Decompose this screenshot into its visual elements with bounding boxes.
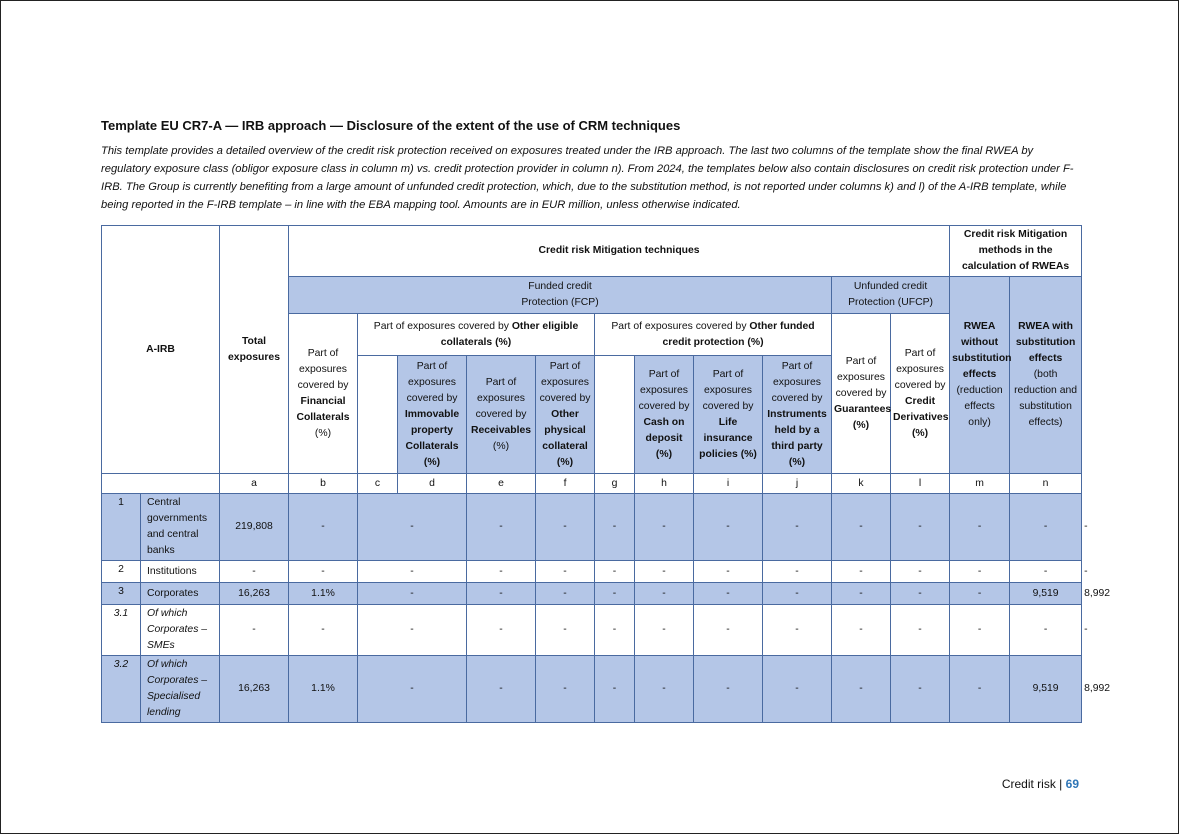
row-value: - xyxy=(832,494,891,561)
header-col-e: Part of exposures covered by Receivables (%) xyxy=(467,356,536,474)
row-value: - xyxy=(358,561,467,583)
row-value: - xyxy=(694,605,763,656)
row-value: - xyxy=(595,656,635,723)
row-value: - xyxy=(635,605,694,656)
row-value: - xyxy=(467,583,536,605)
footer-separator: | xyxy=(1059,777,1063,791)
row-value: - xyxy=(595,561,635,583)
row-value: 9,519 xyxy=(1010,583,1082,605)
row-value: - xyxy=(467,605,536,656)
row-label: Central governments and central banks xyxy=(141,494,220,561)
row-id: 3.2 xyxy=(102,656,141,723)
row-value: - xyxy=(891,656,950,723)
row-value: 219,808 xyxy=(220,494,289,561)
intro-paragraph: This template provides a detailed overview of the credit risk protection received on exposures treated under the IRB approach. The last two columns of the template show the final RWEA by regulatory exposure class (obligor exposure class in column m) vs. credit protection provider in column n). From 2024, the templates below also contain disclosures on credit risk protection under F-IRB. The Group is currently benefiting from a large amount of unfunded credit protection, which, due to the substitution method, is not reported under columns k) and l) of the A-IRB template, while being reported in the F-IRB template – in line with the EBA mapping tool. Amounts are in EUR million, unless otherwise indicated. xyxy=(101,145,1074,211)
table-row: 3 Corporates 16,263 1.1% - - - - - - - - - - 9,519 8,992 xyxy=(102,583,1082,605)
row-value: - xyxy=(595,494,635,561)
letter-cell: f xyxy=(536,474,595,494)
row-value: - xyxy=(536,605,595,656)
row-value: - xyxy=(763,656,832,723)
row-value: - xyxy=(289,494,358,561)
row-value: - xyxy=(950,656,1010,723)
row-value: - xyxy=(467,656,536,723)
row-id: 3 xyxy=(102,583,141,605)
header-ufcp: Unfunded credit Protection (UFCP) xyxy=(832,277,950,314)
column-letters-row xyxy=(102,474,1082,494)
header-rwea-without: RWEA without substitution effects (reduction effects only) xyxy=(950,277,1010,474)
row-value: - xyxy=(950,561,1010,583)
row-value: - xyxy=(595,605,635,656)
row-value: - xyxy=(1010,494,1082,561)
row-label: Corporates xyxy=(141,583,220,605)
letter-blank xyxy=(102,474,220,494)
letter-cell: g xyxy=(595,474,635,494)
row-value: - xyxy=(358,656,467,723)
header-col-i: Part of exposures covered by Life insurance policies (%) xyxy=(694,356,763,474)
row-value: - xyxy=(536,494,595,561)
footer-section: Credit risk xyxy=(1001,777,1056,791)
row-value: - xyxy=(950,494,1010,561)
row-value: - xyxy=(891,583,950,605)
header-col-b: Part of exposures covered by Financial Collaterals (%) xyxy=(289,314,358,474)
row-value: - xyxy=(832,583,891,605)
row-value: - xyxy=(694,656,763,723)
header-col-f: Part of exposures covered by Other physical collateral (%) xyxy=(536,356,595,474)
row-value: - xyxy=(763,494,832,561)
header-col-k: Part of exposures covered by Guarantees (%) xyxy=(832,314,891,474)
header-airb: A-IRB xyxy=(102,226,220,474)
header-col-l: Part of exposures covered by Credit Derivatives (%) xyxy=(891,314,950,474)
row-value: - xyxy=(1010,561,1082,583)
header-rwea-with: RWEA with substitution effects (both reduction and substitution effects) xyxy=(1010,277,1082,474)
letter-cell: n xyxy=(1010,474,1082,494)
letter-cell: i xyxy=(694,474,763,494)
header-col-g-spacer xyxy=(595,356,635,474)
letter-cell: j xyxy=(763,474,832,494)
header-col-c-spacer xyxy=(358,356,398,474)
row-value: - xyxy=(694,494,763,561)
row-value: - xyxy=(220,605,289,656)
row-value: - xyxy=(891,561,950,583)
letter-cell: d xyxy=(398,474,467,494)
row-value: - xyxy=(358,583,467,605)
row-value: - xyxy=(1010,605,1082,656)
row-value: - xyxy=(694,583,763,605)
row-value: - xyxy=(635,561,694,583)
row-value: 1.1% xyxy=(289,656,358,723)
table-row: 3.2 Of which Corporates – Specialised lending 16,263 1.1% - - - - - - - - - - 9,519 8,992 xyxy=(102,656,1082,723)
page-footer xyxy=(1002,777,1079,791)
letter-cell: l xyxy=(891,474,950,494)
row-value: - xyxy=(763,605,832,656)
row-value: - xyxy=(950,605,1010,656)
header-fcp: Funded credit Protection (FCP) xyxy=(289,277,832,314)
row-value: - xyxy=(358,605,467,656)
row-value: - xyxy=(635,494,694,561)
row-value: - xyxy=(832,605,891,656)
row-value: - xyxy=(891,605,950,656)
row-value: 1.1% xyxy=(289,583,358,605)
row-value: - xyxy=(950,583,1010,605)
row-value: - xyxy=(635,583,694,605)
header-col-j: Part of exposures covered by Instruments held by a third party (%) xyxy=(763,356,832,474)
row-value: - xyxy=(220,561,289,583)
row-value: - xyxy=(536,656,595,723)
letter-cell: k xyxy=(832,474,891,494)
row-value: - xyxy=(289,561,358,583)
header-crm-methods: Credit risk Mitigation methods in the calculation of RWEAs xyxy=(950,226,1082,277)
table-row: 2 Institutions - - - - - - - - - - - - - - xyxy=(102,561,1082,583)
row-value: - xyxy=(891,494,950,561)
row-value: - xyxy=(694,561,763,583)
row-value: 16,263 xyxy=(220,583,289,605)
row-value: - xyxy=(467,561,536,583)
letter-cell: m xyxy=(950,474,1010,494)
row-label: Institutions xyxy=(141,561,220,583)
row-value: - xyxy=(763,583,832,605)
row-value: - xyxy=(467,494,536,561)
header-crm-techniques: Credit risk Mitigation techniques xyxy=(289,226,950,277)
row-value: - xyxy=(289,605,358,656)
table-row: 1 Central governments and central banks 219,808 - - - - - - - - - - - - - xyxy=(102,494,1082,561)
row-value: - xyxy=(832,656,891,723)
row-id: 1 xyxy=(102,494,141,561)
letter-cell: c xyxy=(358,474,398,494)
row-value: - xyxy=(536,561,595,583)
crm-table xyxy=(101,225,1111,723)
row-label: Of which Corporates – Specialised lending xyxy=(141,656,220,723)
header-col-h: Part of exposures covered by Cash on deposit (%) xyxy=(635,356,694,474)
letter-cell: h xyxy=(635,474,694,494)
header-col-c: Part of exposures covered by Other eligible collaterals (%) xyxy=(358,314,595,356)
template-title: Template EU CR7-A — IRB approach — Disclosure of the extent of the use of CRM techniques xyxy=(101,118,681,133)
letter-cell: b xyxy=(289,474,358,494)
row-value: - xyxy=(358,494,467,561)
row-id: 3.1 xyxy=(102,605,141,656)
row-id: 2 xyxy=(102,561,141,583)
row-value: - xyxy=(635,656,694,723)
table-row: 3.1 Of which Corporates – SMEs - - - - - - - - - - - - - - xyxy=(102,605,1082,656)
row-value: - xyxy=(536,583,595,605)
letter-cell: e xyxy=(467,474,536,494)
letter-cell: a xyxy=(220,474,289,494)
row-label: Of which Corporates – SMEs xyxy=(141,605,220,656)
header-total-exposures: Total exposures xyxy=(220,226,289,474)
row-value: - xyxy=(832,561,891,583)
row-value: 16,263 xyxy=(220,656,289,723)
header-col-g: Part of exposures covered by Other funded credit protection (%) xyxy=(595,314,832,356)
row-value: 9,519 xyxy=(1010,656,1082,723)
header-col-d: Part of exposures covered by Immovable property Collaterals (%) xyxy=(398,356,467,474)
row-value: - xyxy=(595,583,635,605)
page-number: 69 xyxy=(1065,777,1079,791)
row-value: - xyxy=(763,561,832,583)
